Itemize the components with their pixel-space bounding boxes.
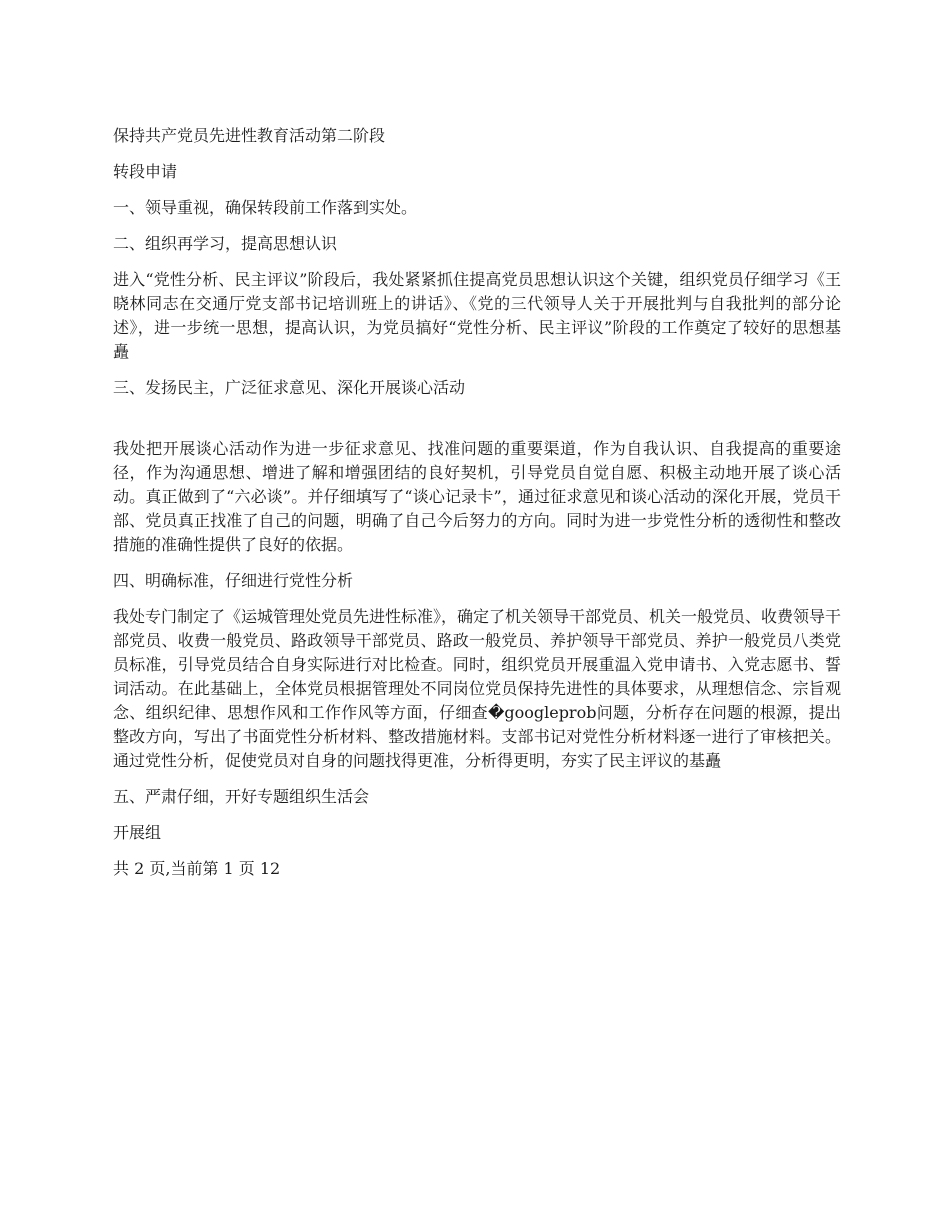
section-5-body: 开展组 bbox=[113, 823, 162, 842]
section-5-heading: 五、严肃仔细，开好专题组织生活会 bbox=[113, 787, 370, 806]
section-4-heading: 四、明确标准，仔细进行党性分析 bbox=[113, 571, 354, 590]
section-3-body: 我处把开展谈心活动作为进一步征求意见、找准问题的重要渠道，作为自我认识、自我提高的重要途径，作为沟通思想、增进了解和增强团结的良好契机，引导党员自觉自愿、积极主动地开展了谈心活动。真正做到了“六必谈”。并仔细填写了“谈心记录卡”，通过征求意见和谈心活动的深化开展，党员干部、党员真正找准了自己的问题，明确了自己今后努力的方向。同时为进一步党性分析的透彻性和整改措施的准确性提供了良好的依据。 bbox=[113, 439, 841, 554]
blank-line bbox=[113, 412, 841, 437]
section-1-heading: 一、领导重视，确保转段前工作落到实处。 bbox=[113, 198, 418, 217]
document-subtitle: 转段申请 bbox=[113, 162, 178, 181]
document-title: 保持共产党员先进性教育活动第二阶段 bbox=[113, 126, 386, 145]
page-footer: 共 2 页,当前第 1 页 12 bbox=[113, 859, 281, 878]
document-page bbox=[113, 124, 841, 893]
section-2-body: 进入“党性分析、民主评议”阶段后，我处紧紧抓住提高党员思想认识这个关键，组织党员仔细学习《王晓林同志在交通厅党支部书记培训班上的讲话》、《党的三代领导人关于开展批判与自我批判的部分论述》，进一步统一思想，提高认识，为党员搞好“党性分析、民主评议”阶段的工作奠定了较好的思想基矗 bbox=[113, 270, 841, 361]
section-3-heading: 三、发扬民主，广泛征求意见、深化开展谈心活动 bbox=[113, 378, 466, 397]
section-2-heading: 二、组织再学习，提高思想认识 bbox=[113, 234, 338, 253]
section-4-body: 我处专门制定了《运城管理处党员先进性标准》，确定了机关领导干部党员、机关一般党员、收费领导干部党员、收费一般党员、路政领导干部党员、路政一般党员、养护领导干部党员、养护一般党员八类党员标准，引导党员结合自身实际进行对比检查。同时，组织党员开展重温入党申请书、入党志愿书、誓词活动。在此基础上，全体党员根据管理处不同岗位党员保持先进性的具体要求，从理想信念、宗旨观念、组织纪律、思想作风和工作作风等方面，仔细查�googleprob问题，分析存在问题的根源，提出整改方向，写出了书面党性分析材料、整改措施材料。支部书记对党性分析材料逐一进行了审核把关。通过党性分析，促使党员对自身的问题找得更准，分析得更明，夯实了民主评议的基矗 bbox=[113, 607, 842, 770]
